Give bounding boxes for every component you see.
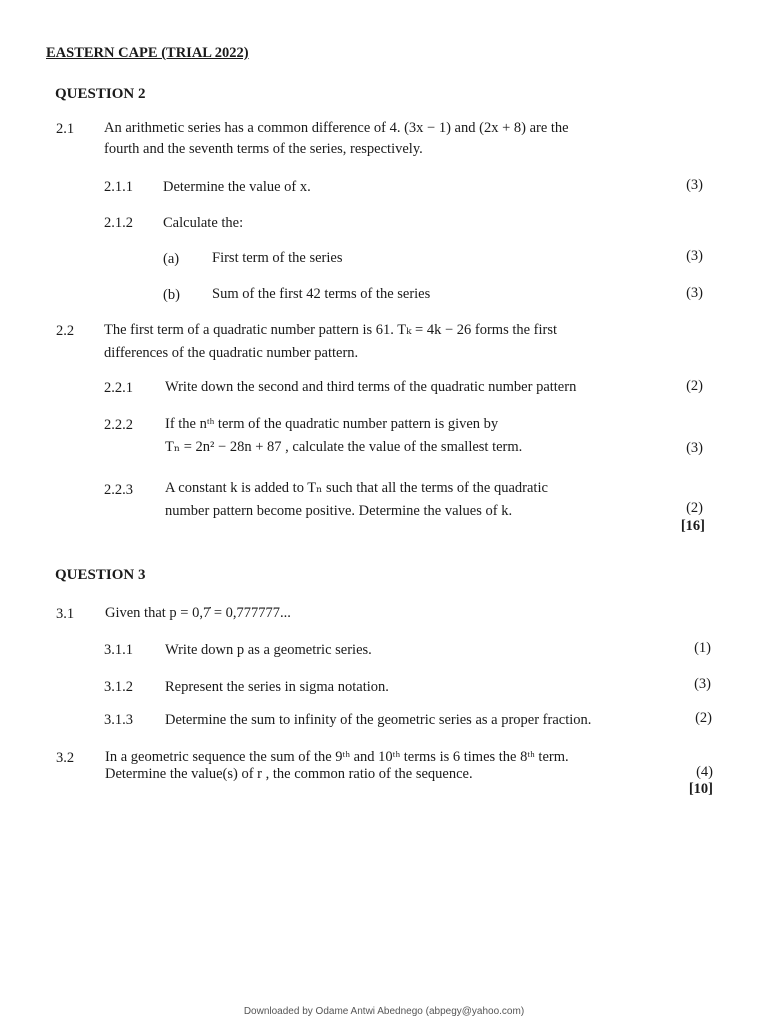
- q2-2-3-marks: (2): [686, 500, 703, 516]
- q2-1-2-a-text: First term of the series: [212, 250, 343, 266]
- question-2-total: [16]: [680, 518, 705, 534]
- q3-2-number: 3.2: [56, 750, 75, 766]
- q2-2-1-text: Write down the second and third terms of the quadratic number pattern: [165, 379, 577, 395]
- question-3-heading: QUESTION 3: [55, 567, 146, 583]
- q2-1-2-a-marks: (3): [686, 248, 703, 264]
- q3-1-3-marks: (2): [695, 710, 712, 726]
- q3-1-2-number: 3.1.2: [104, 679, 133, 695]
- q3-1-2-marks: (3): [694, 676, 711, 692]
- q2-2-2-number: 2.2.2: [104, 417, 133, 433]
- q3-2-text-line2: Determine the value(s) of r , the common ratio of the sequence.: [105, 766, 473, 782]
- q3-1-3-number: 3.1.3: [104, 712, 133, 728]
- q2-1-2-b-text: Sum of the first 42 terms of the series: [212, 286, 431, 302]
- q2-1-2-a-label: (a): [163, 251, 180, 267]
- q2-2-text-line1: The first term of a quadratic number pattern is 61. Tₖ = 4k − 26 forms the first: [104, 322, 558, 338]
- q2-2-3-text-line1: A constant k is added to Tₙ such that all the terms of the quadratic: [165, 480, 548, 496]
- q2-2-number: 2.2: [56, 323, 75, 339]
- question-2-heading: QUESTION 2: [55, 86, 146, 102]
- q3-1-1-number: 3.1.1: [104, 642, 133, 658]
- download-footer: Downloaded by Odame Antwi Abednego (abpegy@yahoo.com): [243, 1006, 525, 1017]
- q2-1-1-marks: (3): [686, 177, 703, 193]
- q2-2-3-number: 2.2.3: [104, 482, 133, 498]
- question-3-total: [10]: [688, 781, 713, 797]
- q3-2-text-line1: In a geometric sequence the sum of the 9ᵗʰ and 10ᵗʰ terms is 6 times the 8ᵗʰ term.: [105, 749, 569, 765]
- q3-1-1-marks: (1): [694, 640, 711, 656]
- q2-1-1-text: Determine the value of x.: [163, 179, 311, 195]
- q3-2-marks: (4): [696, 764, 713, 780]
- q2-1-2-number: 2.1.2: [104, 215, 133, 231]
- document-title: EASTERN CAPE (TRIAL 2022): [46, 45, 249, 61]
- q3-1-1-text: Write down p as a geometric series.: [165, 642, 372, 658]
- q2-1-number: 2.1: [56, 121, 75, 137]
- q2-2-3-text-line2: number pattern become positive. Determine the values of k.: [165, 503, 513, 519]
- q2-2-1-number: 2.2.1: [104, 380, 133, 396]
- q2-1-2-b-marks: (3): [686, 285, 703, 301]
- q3-1-number: 3.1: [56, 606, 75, 622]
- q2-1-2-text: Calculate the:: [163, 215, 244, 231]
- q2-1-text-line1: An arithmetic series has a common difference of 4. (3x − 1) and (2x + 8) are the: [104, 120, 569, 136]
- q2-1-text-line2: fourth and the seventh terms of the series, respectively.: [104, 141, 423, 157]
- q2-1-2-b-label: (b): [163, 287, 180, 303]
- q2-2-2-marks: (3): [686, 440, 703, 456]
- q2-2-1-marks: (2): [686, 378, 703, 394]
- q2-2-2-text-line1: If the nᵗʰ term of the quadratic number pattern is given by: [165, 416, 499, 432]
- q2-1-1-number: 2.1.1: [104, 179, 133, 195]
- q2-2-text-line2: differences of the quadratic number pattern.: [104, 345, 359, 361]
- q3-1-text: Given that p = 0,7̇ = 0,777777...: [105, 605, 291, 621]
- q2-2-2-text-line2: Tₙ = 2n² − 28n + 87 , calculate the value of the smallest term.: [165, 439, 523, 455]
- q3-1-2-text: Represent the series in sigma notation.: [165, 679, 389, 695]
- q3-1-3-text: Determine the sum to infinity of the geometric series as a proper fraction.: [165, 712, 592, 728]
